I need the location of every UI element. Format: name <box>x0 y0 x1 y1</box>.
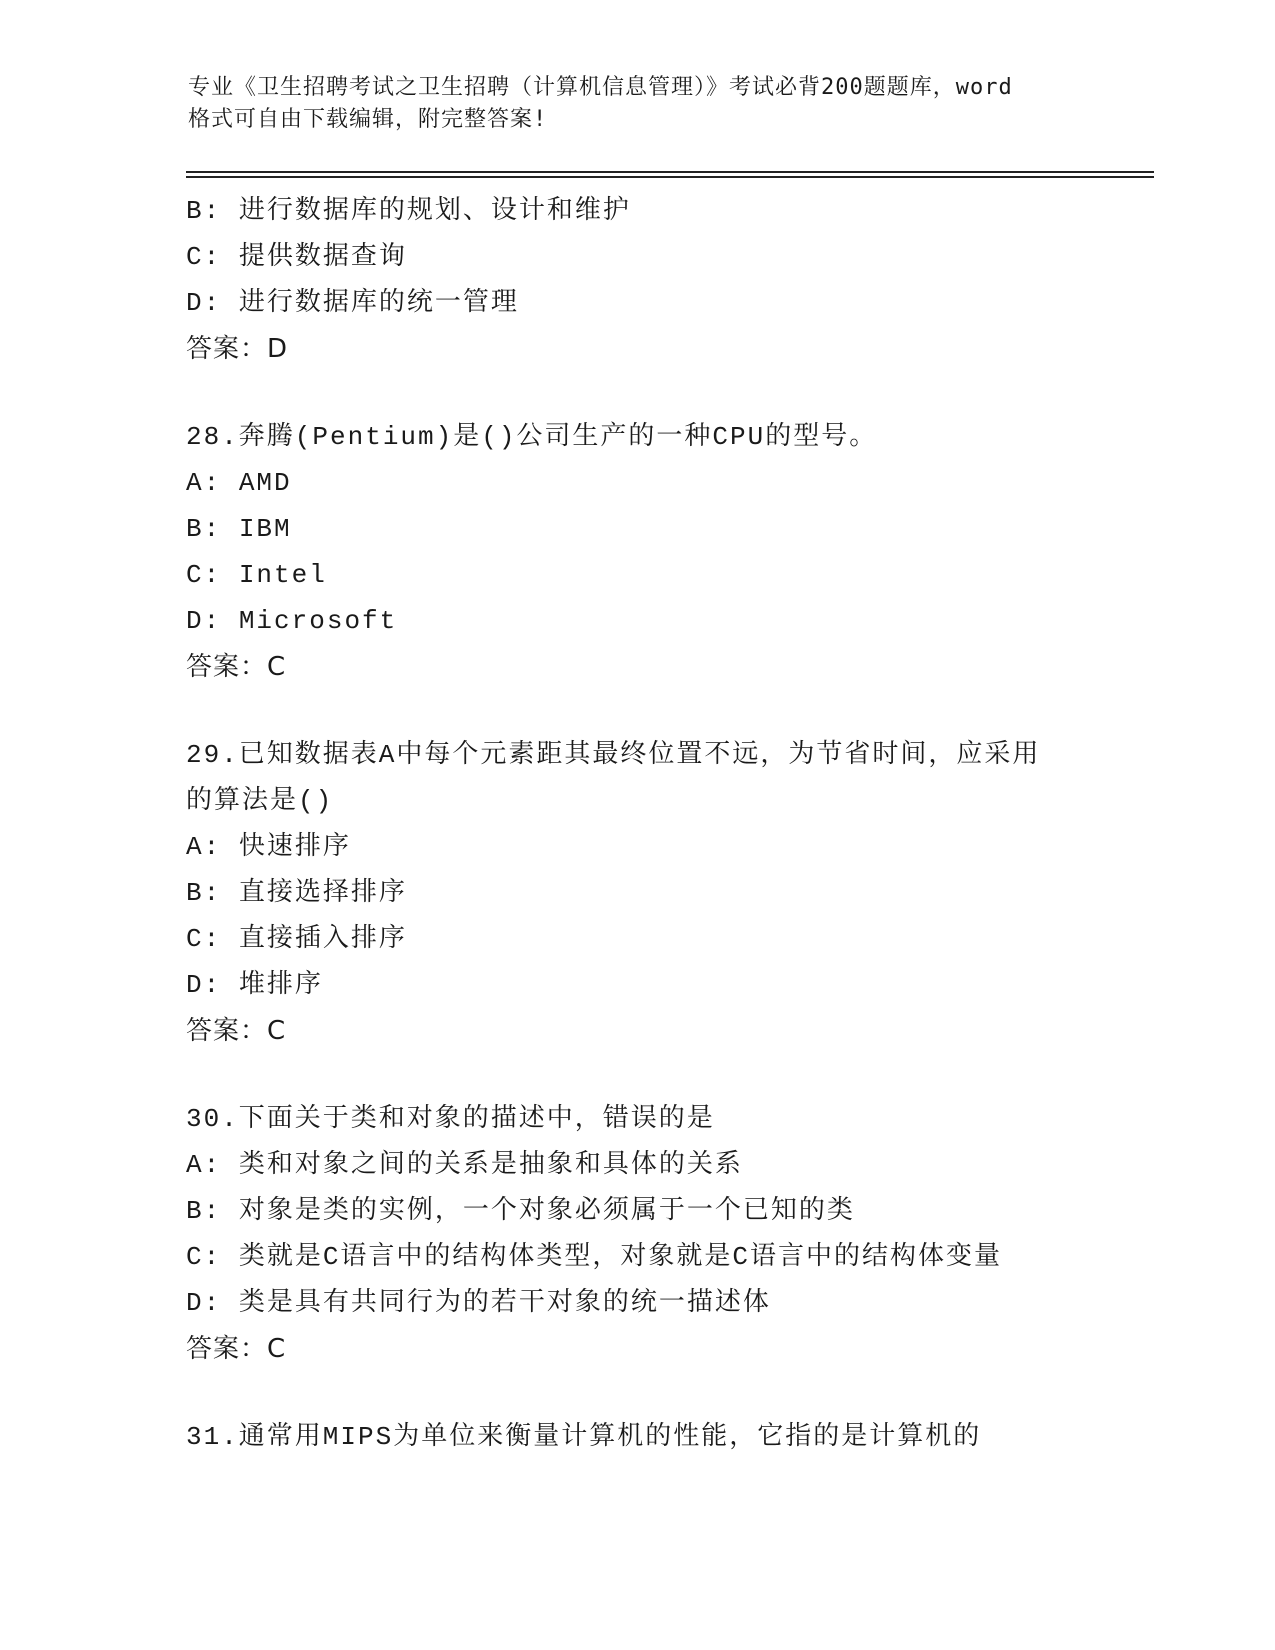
question-block-29 <box>186 732 1186 1054</box>
question-block-27 <box>186 188 1186 372</box>
option-c: C: 提供数据查询 <box>186 242 407 272</box>
option-c: C: 类就是C语言中的结构体类型，对象就是C语言中的结构体变量 <box>186 1242 1003 1272</box>
question-stem: 30.下面关于类和对象的描述中，错误的是 <box>186 1104 715 1134</box>
answer-label: 答案：C <box>186 652 287 682</box>
option-c: C: 直接插入排序 <box>186 924 407 954</box>
option-b: B: 进行数据库的规划、设计和维护 <box>186 196 631 226</box>
question-block-30 <box>186 1096 1186 1372</box>
question-stem-line-2: 的算法是() <box>186 786 334 816</box>
option-a: A: 快速排序 <box>186 832 351 862</box>
answer-label: 答案：D <box>186 334 289 364</box>
option-b: B: 直接选择排序 <box>186 878 407 908</box>
header-divider-bottom <box>186 176 1154 178</box>
question-block-28 <box>186 414 1186 690</box>
document-header <box>188 72 1088 136</box>
question-list <box>186 188 1186 1460</box>
answer-label: 答案：C <box>186 1016 287 1046</box>
option-d: D: Microsoft <box>186 606 398 636</box>
option-b: B: IBM <box>186 514 292 544</box>
question-stem: 28.奔腾(Pentium)是()公司生产的一种CPU的型号。 <box>186 422 878 452</box>
option-a: A: AMD <box>186 468 292 498</box>
question-block-31 <box>186 1414 1186 1460</box>
option-b: B: 对象是类的实例，一个对象必须属于一个已知的类 <box>186 1196 855 1226</box>
option-c: C: Intel <box>186 560 327 590</box>
question-stem: 31.通常用MIPS为单位来衡量计算机的性能，它指的是计算机的 <box>186 1422 982 1452</box>
question-stem-line-1: 29.已知数据表A中每个元素距其最终位置不远，为节省时间，应采用 <box>186 740 1041 770</box>
option-d: D: 类是具有共同行为的若干对象的统一描述体 <box>186 1288 771 1318</box>
option-d: D: 堆排序 <box>186 970 323 1000</box>
option-a: A: 类和对象之间的关系是抽象和具体的关系 <box>186 1150 743 1180</box>
header-line-1: 专业《卫生招聘考试之卫生招聘（计算机信息管理）》考试必背200题题库，word <box>188 75 1013 100</box>
answer-label: 答案：C <box>186 1334 287 1364</box>
option-d: D: 进行数据库的统一管理 <box>186 288 519 318</box>
header-divider-top <box>186 171 1154 173</box>
header-line-2: 格式可自由下载编辑，附完整答案! <box>188 107 548 132</box>
